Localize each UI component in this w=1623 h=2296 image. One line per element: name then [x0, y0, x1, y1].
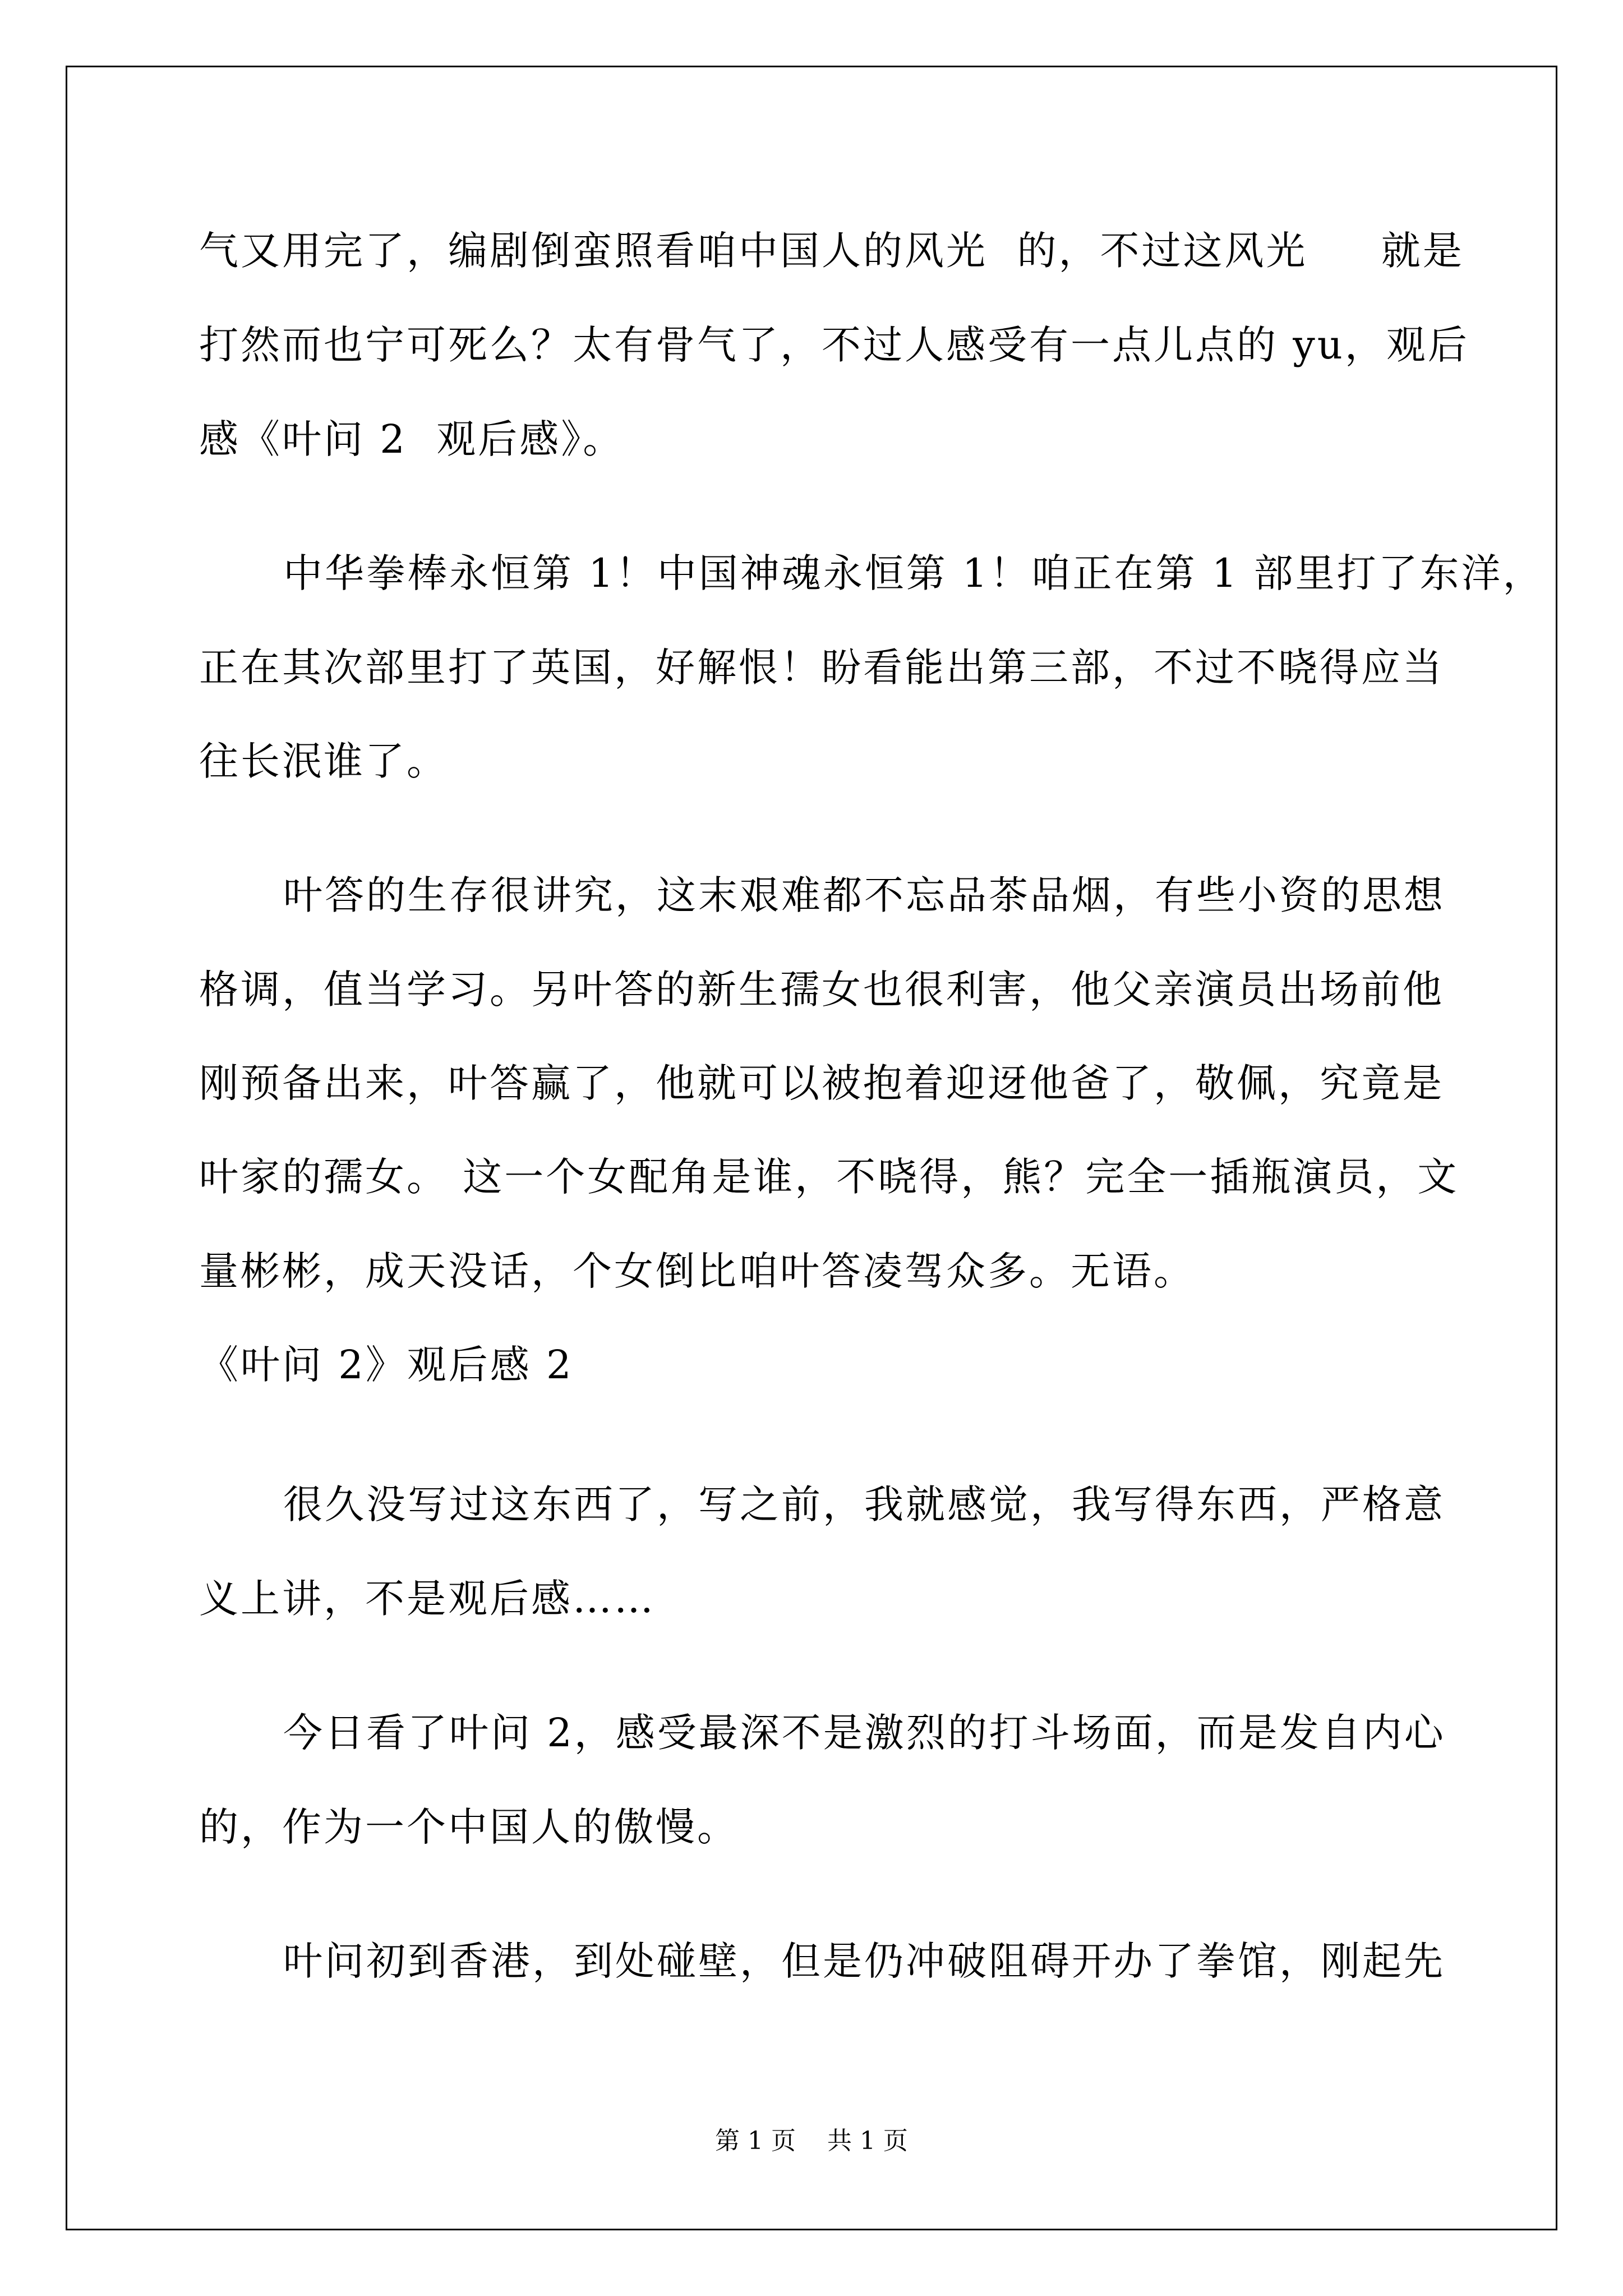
- page-border: [66, 66, 1557, 2230]
- text-line: 格调，值当学习。另叶答的新生孺女也很利害，他父亲演员出场前他: [199, 967, 1444, 1013]
- text-line: 气又用完了，编剧倒蛮照看咱中国人的风光 的，不过这风光 就是: [199, 228, 1464, 274]
- text-line: 感《叶问 2 观后感》。: [199, 416, 625, 462]
- text-line: 叶问初到香港，到处碰壁，但是仍冲破阻碍开办了拳馆，刚起先: [283, 1938, 1445, 1984]
- text-line: 刚预备出来，叶答赢了，他就可以被抱着迎迓他爸了，敬佩，究竟是: [199, 1060, 1444, 1106]
- text-line: 往长泯谁了。: [199, 738, 448, 784]
- text-line: 正在其次部里打了英国，好解恨！盼看能出第三部，不过不晓得应当: [199, 645, 1444, 691]
- text-line: 义上讲，不是观后感……: [199, 1576, 656, 1622]
- page-footer: 第 1 页 共 1 页: [715, 2127, 908, 2155]
- text-line: 叶家的孺女。 这一个女配角是谁，不晓得，熊？完全一插瓶演员，文: [199, 1154, 1459, 1200]
- text-line: 量彬彬，成天没话，个女倒比咱叶答凌驾众多。无语。: [199, 1248, 1195, 1294]
- text-line: 今日看了叶问 2，感受最深不是激烈的打斗场面，而是发自内心: [283, 1710, 1446, 1756]
- text-line: 叶答的生存很讲究，这末艰难都不忘品茶品烟，有些小资的思想: [283, 872, 1445, 918]
- text-line: 的，作为一个中国人的傲慢。: [199, 1804, 739, 1850]
- text-line: 很久没写过这东西了，写之前，我就感觉，我写得东西，严格意: [283, 1481, 1445, 1527]
- text-line: 中华拳棒永恒第 1！中国神魂永恒第 1！咱正在第 1 部里打了东洋，: [283, 550, 1544, 596]
- text-line: 打然而也宁可死么？太有骨气了，不过人感受有一点儿点的 yu，观后: [199, 322, 1469, 368]
- section-title: 《叶问 2》观后感 2: [199, 1342, 574, 1388]
